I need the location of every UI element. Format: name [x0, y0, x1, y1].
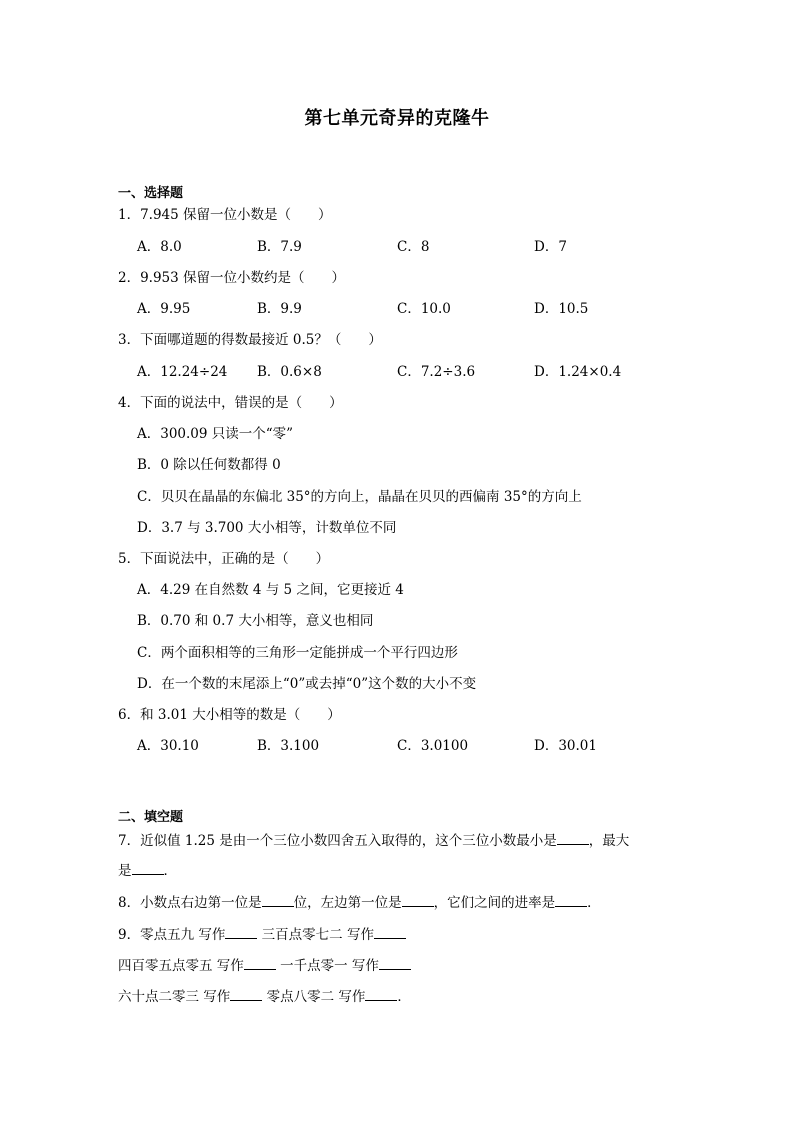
- question-9-text-d: 一千点零一 写作: [275, 958, 379, 974]
- question-1: 1．7.945 保留一位小数是（ ）: [118, 207, 332, 223]
- question-7-text-1: 7．近似值 1.25 是由一个三位小数四舍五入取得的，这个三位小数最小是: [118, 833, 557, 849]
- question-1-option-d: D．7: [534, 239, 567, 255]
- question-4-option-b: B．0 除以任何数都得 0: [137, 457, 281, 473]
- question-4-option-c: C．贝贝在晶晶的东偏北 35°的方向上，晶晶在贝贝的西偏南 35°的方向上: [137, 489, 582, 505]
- answer-blank: [365, 986, 397, 1001]
- question-7-line-1: [118, 830, 629, 851]
- question-5-option-b: B．0.70 和 0.7 大小相等，意义也相同: [137, 613, 374, 629]
- question-8-text-2: 位，左边第一位是: [293, 895, 402, 911]
- question-4-option-d: D．3.7 与 3.700 大小相等，计数单位不同: [137, 520, 397, 536]
- answer-blank: [244, 955, 276, 970]
- question-3-option-d: D．1.24×0.4: [534, 364, 622, 380]
- answer-blank: [262, 892, 294, 907]
- question-7-text-3: 是: [118, 863, 132, 879]
- question-6-option-b: B．3.100: [257, 738, 320, 754]
- question-9-line-3: [118, 986, 411, 1007]
- question-9-text-a: 9．零点五九 写作: [118, 927, 226, 943]
- answer-blank: [374, 924, 406, 939]
- question-7-text-2: ，最大: [588, 833, 630, 849]
- question-8-text-1: 8．小数点右边第一位是: [118, 895, 262, 911]
- question-7-text-4: ．: [163, 863, 177, 879]
- question-8-text-4: ．: [587, 895, 601, 911]
- question-8-text-3: ，它们之间的进率是: [433, 895, 556, 911]
- question-2-option-b: B．9.9: [257, 301, 302, 317]
- answer-blank: [379, 955, 411, 970]
- question-3: 3．下面哪道题的得数最接近 0.5？（ ）: [118, 332, 382, 348]
- question-5-option-a: A．4.29 在自然数 4 与 5 之间，它更接近 4: [137, 582, 404, 598]
- question-7-line-2: [118, 860, 177, 881]
- question-9-text-b: 三百点零七二 写作: [257, 927, 374, 943]
- question-1-option-a: A．8.0: [137, 239, 182, 255]
- question-6-option-d: D．30.01: [534, 738, 597, 754]
- question-6-option-a: A．30.10: [137, 738, 199, 754]
- question-9-text-c: 四百零五点零五 写作: [118, 958, 244, 974]
- question-2: 2．9.953 保留一位小数约是（ ）: [118, 270, 346, 286]
- question-9-text-e: 六十点二零三 写作: [118, 989, 231, 1005]
- question-3-option-a: A．12.24÷24: [137, 364, 228, 380]
- question-5-option-d: D．在一个数的末尾添上“0”或去掉“0”这个数的大小不变: [137, 676, 477, 692]
- question-2-option-a: A．9.95: [137, 301, 191, 317]
- answer-blank: [555, 892, 587, 907]
- question-1-option-c: C．8: [397, 239, 430, 255]
- question-9-line-2: [118, 955, 411, 976]
- page-title: 第七单元奇异的克隆牛: [304, 108, 490, 129]
- question-9-line-1: [118, 924, 406, 945]
- question-9-text-f: 零点八零二 写作: [262, 989, 366, 1005]
- answer-blank: [402, 892, 434, 907]
- answer-blank: [230, 986, 262, 1001]
- answer-blank: [557, 830, 589, 845]
- question-1-option-b: B．7.9: [257, 239, 302, 255]
- question-4-option-a: A．300.09 只读一个“零”: [137, 426, 294, 442]
- section-heading-fill: 二、填空题: [118, 810, 184, 825]
- question-5-option-c: C．两个面积相等的三角形一定能拼成一个平行四边形: [137, 645, 458, 661]
- answer-blank: [225, 924, 257, 939]
- question-2-option-c: C．10.0: [397, 301, 451, 317]
- question-2-option-d: D．10.5: [534, 301, 589, 317]
- question-6-option-c: C．3.0100: [397, 738, 469, 754]
- question-4: 4．下面的说法中，错误的是（ ）: [118, 395, 343, 411]
- section-heading-choice: 一、选择题: [118, 186, 184, 201]
- question-3-option-c: C．7.2÷3.6: [397, 364, 476, 380]
- answer-blank: [132, 860, 164, 875]
- question-8: [118, 892, 601, 913]
- question-6: 6．和 3.01 大小相等的数是（ ）: [118, 707, 341, 723]
- question-3-option-b: B．0.6×8: [257, 364, 322, 380]
- question-9-text-g: ．: [397, 989, 411, 1005]
- question-5: 5．下面说法中，正确的是（ ）: [118, 551, 330, 567]
